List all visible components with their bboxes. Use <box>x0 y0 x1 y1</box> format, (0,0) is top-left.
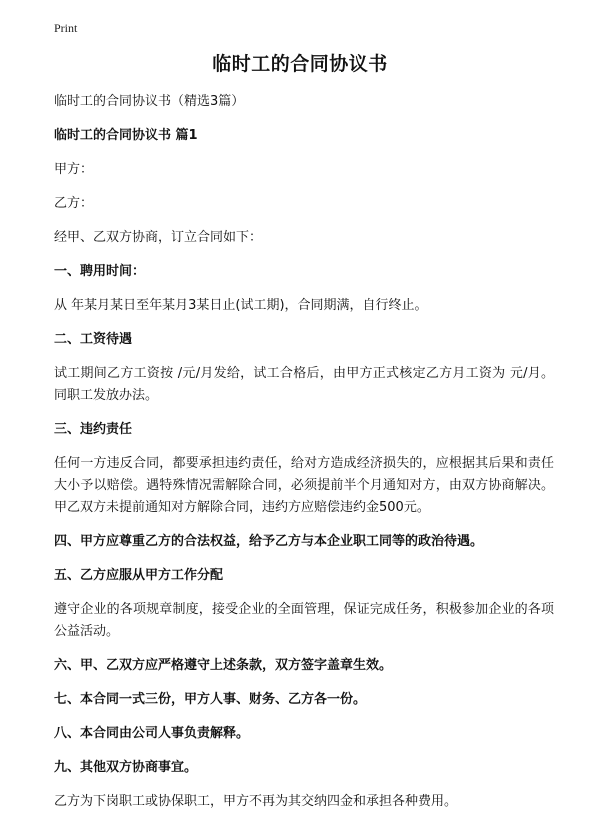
party-b-label: 乙方： <box>54 196 94 211</box>
clause-body: 试工期间乙方工资按 /元/月发给，试工合格后，由甲方正式核定乙方月工资为 元/月。同职工发放办法。 <box>54 366 554 403</box>
clause-heading: 三、违约责任 <box>54 422 133 437</box>
clause-heading: 九、其他双方协商事宜。 <box>54 760 198 775</box>
clause-body: 乙方为下岗职工或协保职工，甲方不再为其交纳四金和承担各种费用。 <box>54 794 458 809</box>
clause-body: 遵守企业的各项规章制度，接受企业的全面管理，保证完成任务，积极参加企业的各项公益活动。 <box>54 602 554 639</box>
clause-body: 任何一方违反合同，都要承担违约责任，给对方造成经济损失的，应根据其后果和责任大小予以赔偿。遇特殊情况需解除合同，必须提前半个月通知对方，由双方协商解决。甲乙双方未提前通知对方解除合同，违约方应赔偿违约金500元。 <box>54 456 554 515</box>
clause-heading: 四、甲方应尊重乙方的合法权益，给予乙方与本企业职工同等的政治待遇。 <box>54 534 484 549</box>
party-a-label: 甲方： <box>54 162 94 177</box>
clause-heading: 八、本合同由公司人事负责解释。 <box>54 726 250 741</box>
subtitle: 临时工的合同协议书（精选3篇） <box>54 94 245 109</box>
clause-heading: 一、聘用时间： <box>54 264 146 279</box>
document-title: 临时工的合同协议书 <box>212 53 388 75</box>
clause-body: 从 年某月某日至年某月3某日止(试工期)，合同期满，自行终止。 <box>54 298 428 313</box>
print-link[interactable]: Print <box>54 21 78 35</box>
intro-text: 经甲、乙双方协商，订立合同如下： <box>54 230 263 245</box>
clause-heading: 二、工资待遇 <box>54 332 133 347</box>
clause-heading: 六、甲、乙双方应严格遵守上述条款，双方签字盖章生效。 <box>54 658 393 673</box>
clause-heading: 七、本合同一式三份，甲方人事、财务、乙方各一份。 <box>54 692 367 707</box>
section-heading: 临时工的合同协议书 篇1 <box>54 128 198 143</box>
clause-heading: 五、乙方应服从甲方工作分配 <box>54 568 224 583</box>
document-body <box>54 91 554 813</box>
